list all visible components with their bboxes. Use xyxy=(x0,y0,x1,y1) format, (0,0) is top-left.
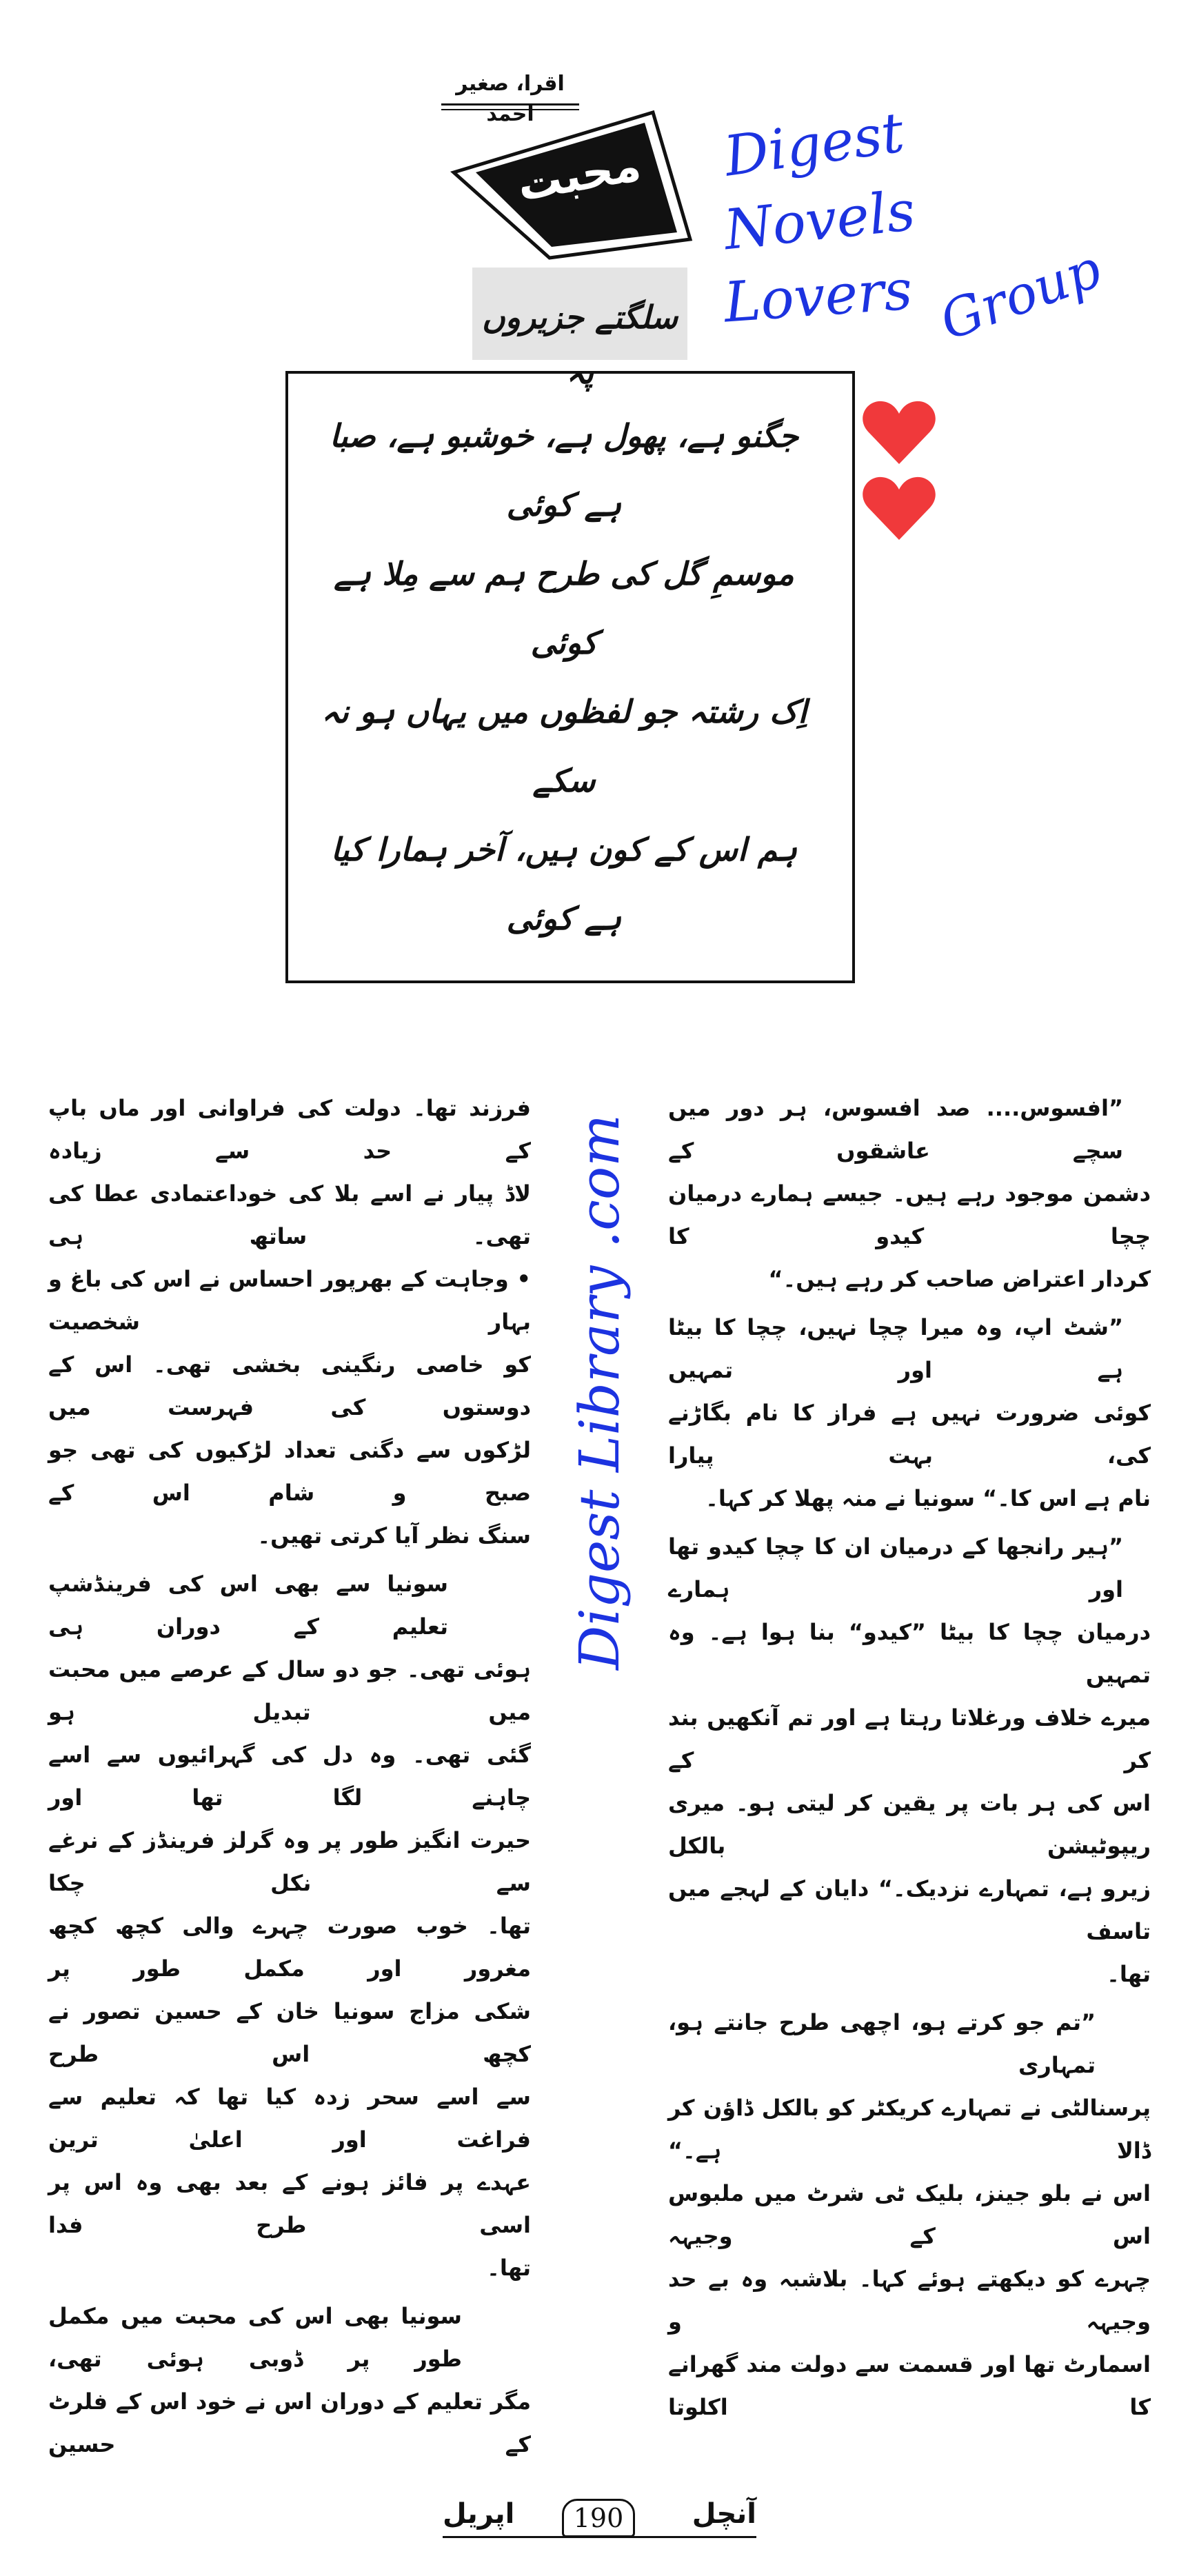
body-text-line: گئی تھی۔ وہ دل کی گہرائیوں سے اسے چاہنے لگا تھا اور xyxy=(48,1742,531,1811)
watermark-digest: Digest xyxy=(720,100,908,189)
body-text-line: اسمارٹ تھا اور قسمت سے دولت مند گھرانے کا اکلوتا xyxy=(668,2351,1151,2420)
poem-section xyxy=(285,371,947,983)
poem-lines xyxy=(309,401,819,953)
poem-line: موسمِ گل کی طرح ہم سے مِلا ہے کوئی xyxy=(334,555,794,661)
body-text-line: تھا۔ xyxy=(487,2255,531,2281)
body-text-line: دشمن موجود رہے ہیں۔ جیسے ہمارے درمیان چچا کیدو کا xyxy=(668,1180,1151,1249)
body-text-line: لاڈ پیار نے اسے بلا کی خوداعتمادی عطا کی تھی۔ ساتھ ہی xyxy=(48,1180,531,1249)
body-text-line: عہدے پر فائز ہونے کے بعد بھی وہ اس پر اسی طرح فدا xyxy=(48,2169,531,2238)
watermark-novels: Novels xyxy=(721,178,918,263)
body-text-line: ”تم جو کرتے ہو، اچھی طرح جانتے ہو، تمہاری xyxy=(668,2009,1096,2078)
hearts xyxy=(861,399,944,550)
body-text-line: نام ہے اس کا۔“ سونیا نے منہ پھلا کر کہا۔ xyxy=(705,1485,1151,1511)
poem-box xyxy=(285,371,855,983)
body-text-line: تھا۔ خوب صورت چہرے والی کچھ کچھ مغرور اور مکمل طور پر xyxy=(48,1913,531,1982)
page-number: 190 xyxy=(562,2499,635,2537)
body-text-line: شکی مزاج سونیا خان کے حسین تصور نے کچھ اس طرح xyxy=(48,1998,531,2067)
watermark-group: Group xyxy=(931,237,1109,352)
body-text-line: تھا۔ xyxy=(1107,1961,1151,1987)
body-text-line: کردار اعتراض صاحب کر رہے ہیں۔“ xyxy=(768,1266,1151,1292)
column-gutter xyxy=(531,1087,668,2466)
body-text-line: سونیا بھی اس کی محبت میں مکمل طور پر ڈوبی ہوئی تھی، xyxy=(48,2303,462,2372)
watermark-lovers: Lovers xyxy=(722,257,915,335)
body-text-line: ہوئی تھی۔ جو دو سال کے عرصے میں محبت میں تبدیل ہو xyxy=(48,1656,531,1725)
poem-line: جگنو ہے، پھول ہے، خوشبو ہے، صبا ہے کوئی xyxy=(329,417,799,523)
story-title: محبت xyxy=(514,139,645,212)
body-text-line: اس نے بلو جینز، بلیک ٹی شرٹ میں ملبوس اس کے وجیہہ xyxy=(668,2180,1151,2249)
body-text-line: ”افسوس.... صد افسوس، ہر دور میں سچے عاشقوں کے xyxy=(668,1095,1123,1164)
body-text-line: ”ہیر رانجھا کے درمیان ان کا چچا کیدو تھا اور ہمارے xyxy=(668,1533,1123,1602)
body-text-line: حیرت انگیز طور پر وہ گرلز فرینڈز کے نرغے سے نکل چکا xyxy=(48,1827,531,1896)
footer xyxy=(443,2493,756,2548)
body-text-line: لڑکوں سے دگنی تعداد لڑکیوں کی تھی جو صبح و شام اس کے xyxy=(48,1437,531,1506)
body-columns xyxy=(48,1087,1151,2466)
heart-icon xyxy=(861,474,937,543)
body-text-line: سے اسے سحر زدہ کیا تھا کہ تعلیم سے فراغت اور اعلیٰ ترین xyxy=(48,2084,531,2153)
poem-line: ہم اس کے کون ہیں، آخر ہمارا کیا ہے کوئی xyxy=(330,831,798,937)
footer-magazine-name: آنچل xyxy=(692,2498,756,2530)
body-text-line: سونیا سے بھی اس کی فرینڈشپ تعلیم کے دوران ہی xyxy=(48,1571,448,1640)
body-left-column xyxy=(48,1087,531,2466)
author-name: اقرا، صغیر احمد xyxy=(456,72,565,126)
body-text-line: میرے خلاف ورغلاتا رہتا ہے اور تم آنکھیں بند کر کے xyxy=(668,1704,1151,1773)
body-text-line: • وجاہت کے بھرپور احساس نے اس کی باغ و بہار شخصیت xyxy=(48,1266,531,1335)
watermark-vertical: Digest Library .com xyxy=(567,1114,632,1670)
poem-line: اِک رشتہ جو لفظوں میں یہاں ہو نہ سکے xyxy=(321,693,807,799)
body-text-line: فرزند تھا۔ دولت کی فراوانی اور ماں باپ کے حد سے زیادہ xyxy=(48,1095,531,1164)
body-text-line: درمیان چچا کا بیٹا ”کیدو“ بنا ہوا ہے۔ وہ تمہیں xyxy=(668,1619,1151,1688)
footer-month: اپریل xyxy=(443,2498,515,2530)
body-text-line: کوئی ضرورت نہیں ہے فراز کا نام بگاڑنے کی، بہت پیارا xyxy=(668,1400,1151,1469)
body-text-line: زیرو ہے، تمہارے نزدیک۔“ دایان کے لہجے میں تاسف xyxy=(668,1875,1151,1944)
body-text-line: سنگ نظر آیا کرتی تھیں۔ xyxy=(257,1522,531,1549)
body-text-line: کو خاصی رنگینی بخشی تھی۔ اس کے دوستوں کی فہرست میں xyxy=(48,1351,531,1420)
body-text-line: ”شٹ اپ، وہ میرا چچا نہیں، چچا کا بیٹا ہے اور تمہیں xyxy=(668,1314,1123,1383)
heart-icon xyxy=(861,399,937,467)
story-subtitle: سلگتے جزیروں پہ xyxy=(481,299,678,391)
body-text-line: اس کی ہر بات پر یقین کر لیتی ہو۔ میری ریپوٹیشن بالکل xyxy=(668,1790,1151,1859)
body-text-line: مگر تعلیم کے دوران اس نے خود اس کے فلرٹ کے حسین xyxy=(48,2388,531,2457)
body-right-column xyxy=(668,1087,1151,2466)
body-text-line: پرسنالٹی نے تمہارے کریکٹر کو بالکل ڈاؤن کر ڈالا ہے۔“ xyxy=(668,2095,1151,2164)
body-text-line: چہرے کو دیکھتے ہوئے کہا۔ بلاشبہ وہ بے حد وجیہہ و xyxy=(668,2266,1151,2335)
